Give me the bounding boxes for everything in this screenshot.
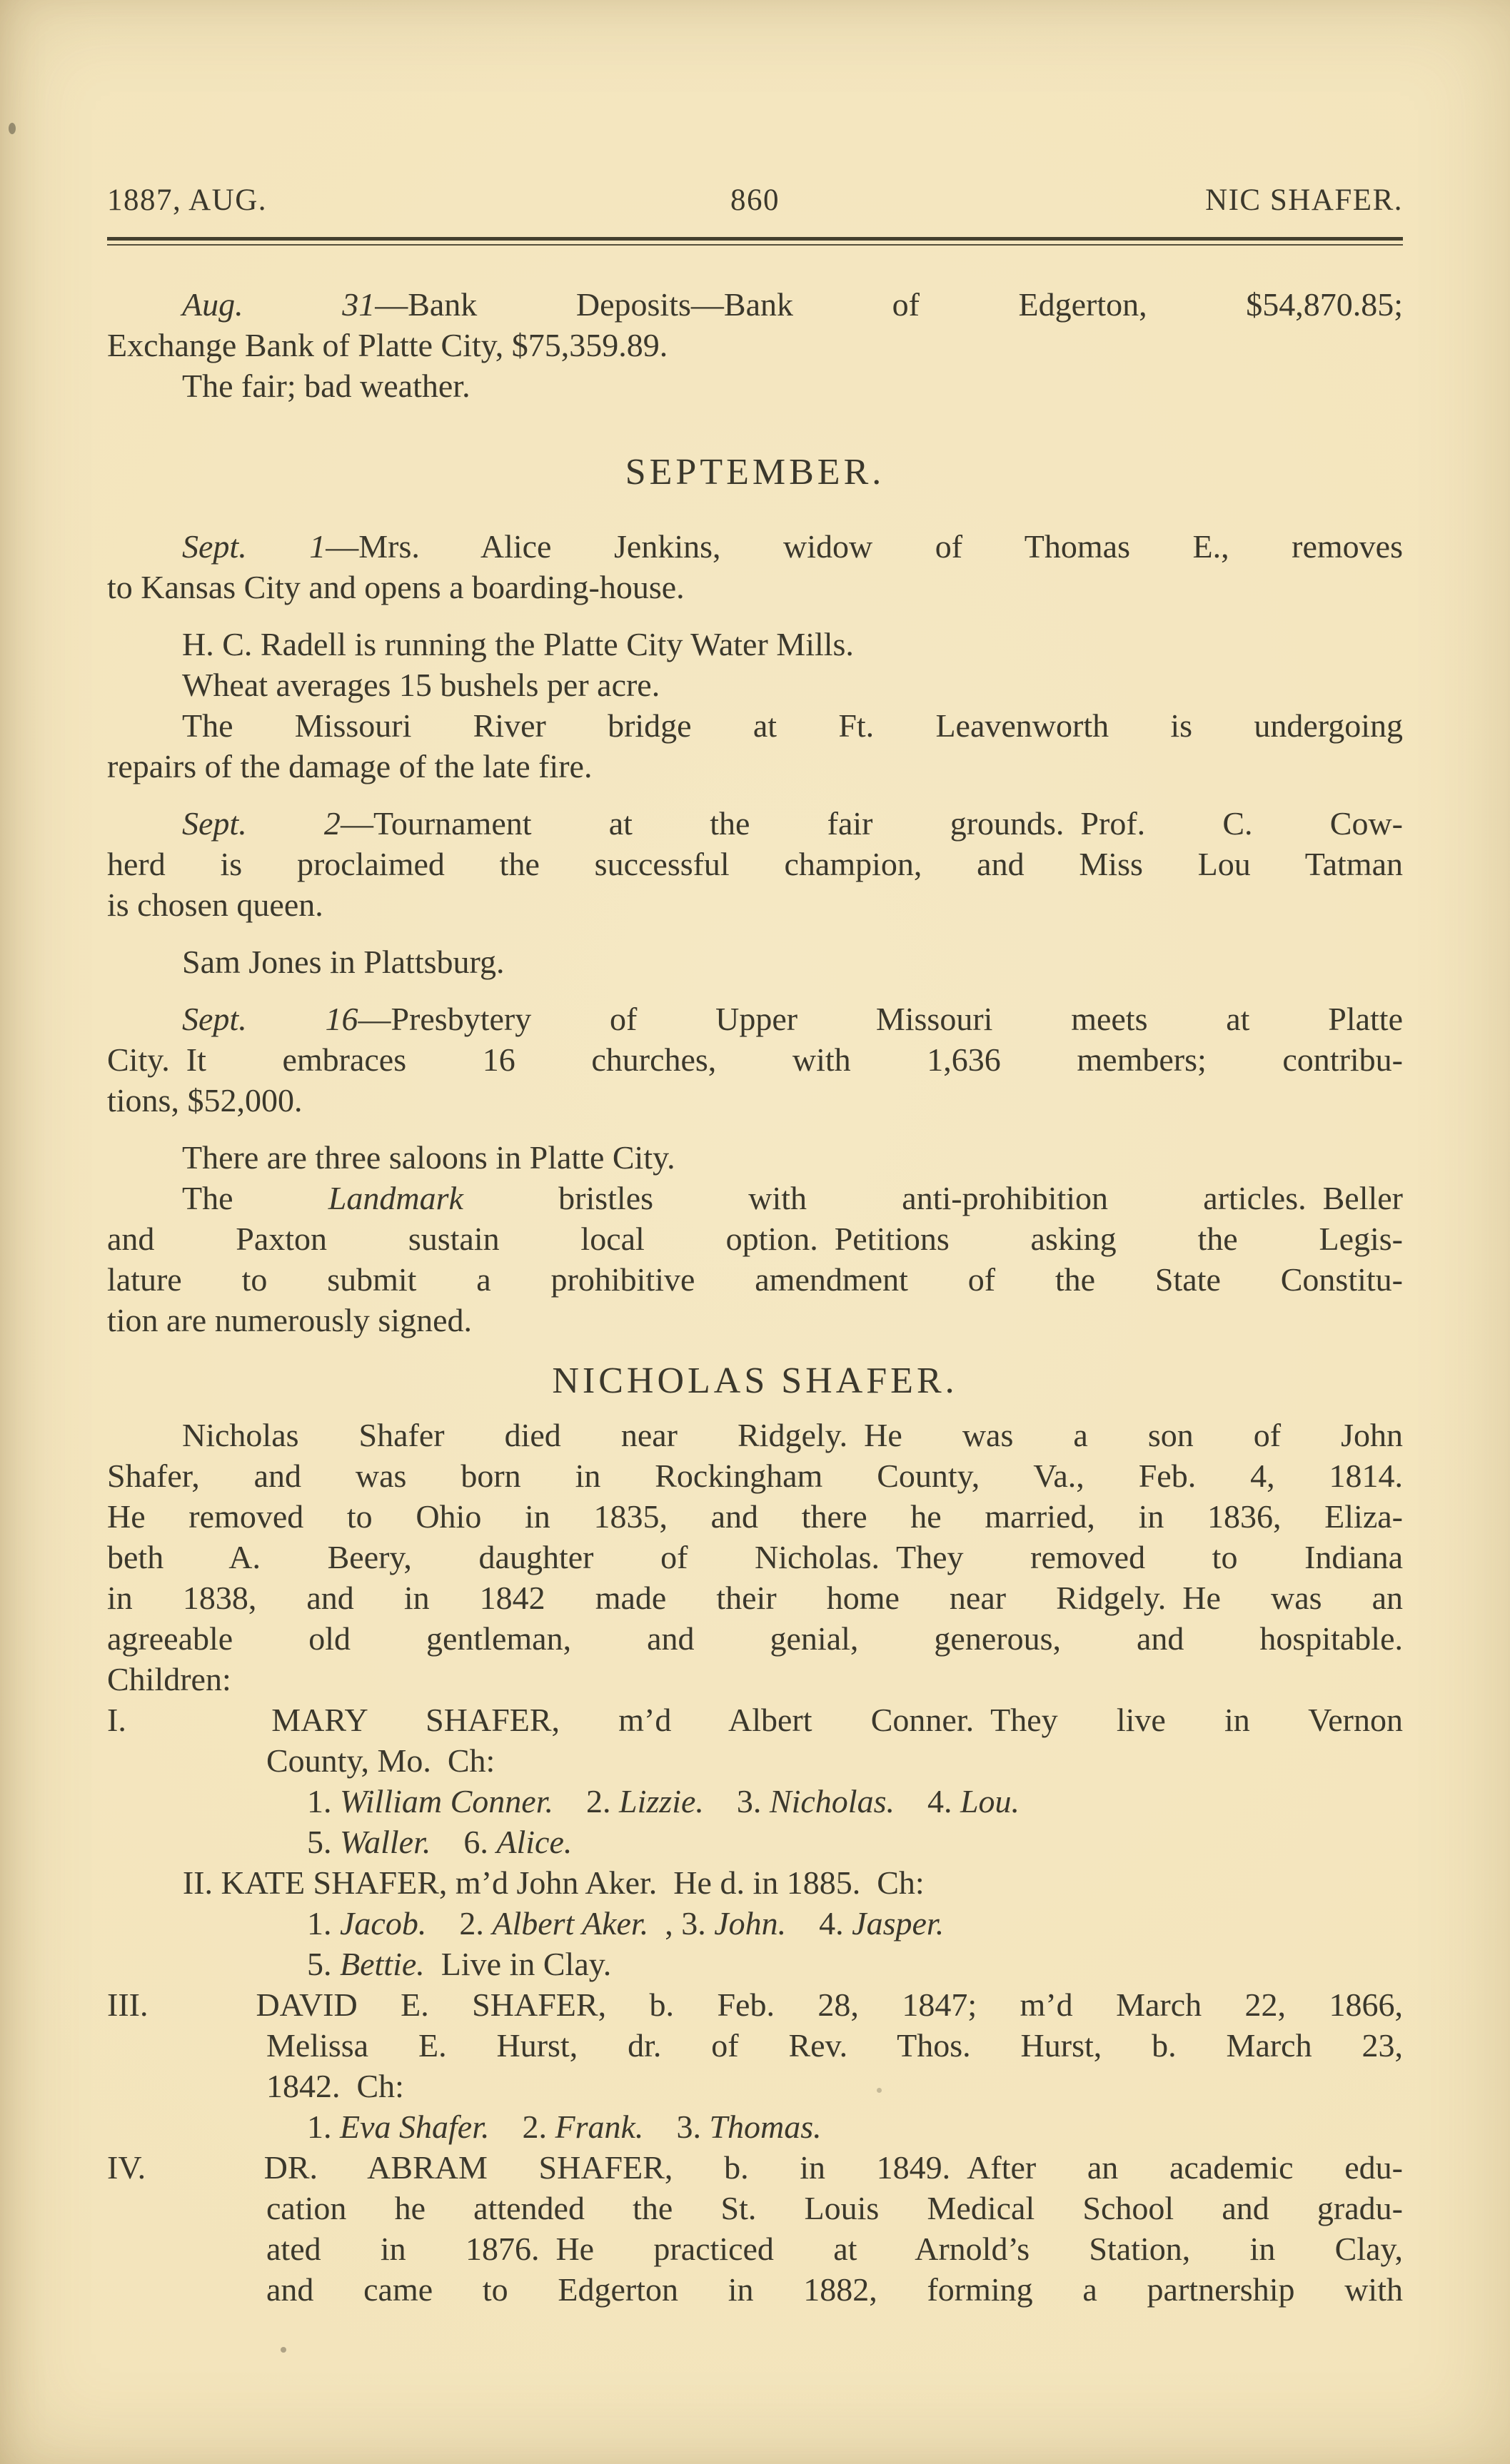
scan-speck [877,2088,882,2093]
text-line: and Paxton sustain local option. Petitions asking the Legis- [107,1221,1403,1257]
section-heading-nicholas-shafer: NICHOLAS SHAFER. [552,1360,958,1401]
genealogy-entry-line: IV. DR. ABRAM SHAFER, b. in 1849. After an academic edu- [107,2149,1403,2186]
genealogy-entry-line: ated in 1876. He practiced at Arnold’s Station, in Clay, [266,2231,1403,2267]
genealogy-entry-line: III. DAVID E. SHAFER, b. Feb. 28, 1847; m’d March 22, 1866, [107,1986,1403,2023]
text-line: herd is proclaimed the successful champion, and Miss Lou Tatman [107,846,1403,882]
text-line: tions, $52,000. [107,1082,303,1119]
running-header [107,0,1403,217]
genealogy-entry-line: County, Mo. Ch: [266,1742,495,1779]
header-date: 1887, AUG. [107,183,268,217]
text-line: The Missouri River bridge at Ft. Leavenworth is undergoing [182,707,1403,744]
text-line: Children: [107,1661,231,1697]
text-line: Exchange Bank of Platte City, $75,359.89. [107,327,668,363]
text-line: The Landmark bristles with anti-prohibition articles. Beller [182,1180,1403,1216]
text-line: Sept. 2—Tournament at the fair grounds. Prof. C. Cow- [182,805,1403,842]
text-line: tion are numerously signed. [107,1302,473,1338]
genealogy-entry-line: cation he attended the St. Louis Medical School and gradu- [266,2190,1403,2226]
genealogy-child-line: 5. Bettie. Live in Clay. [307,1946,612,1982]
text-line: beth A. Beery, daughter of Nicholas. They removed to Indiana [107,1539,1403,1575]
section-heading-september: SEPTEMBER. [625,452,885,493]
text-line: is chosen queen. [107,887,323,923]
text-line: H. C. Radell is running the Platte City Water Mills. [182,626,854,662]
text-line: agreeable old gentleman, and genial, generous, and hospitable. [107,1620,1403,1657]
scan-speck [9,123,16,134]
scan-speck [281,2347,286,2353]
text-line: There are three saloons in Platte City. [182,1139,675,1176]
header-rule [107,237,1403,246]
text-line: in 1838, and in 1842 made their home near Ridgely. He was an [107,1580,1403,1616]
body-text [107,284,1403,2310]
genealogy-entry-line: and came to Edgerton in 1882, forming a partnership with [266,2271,1403,2308]
text-line: Aug. 31—Bank Deposits—Bank of Edgerton, $54,870.85; [182,286,1403,323]
text-line: lature to submit a prohibitive amendment of the State Constitu- [107,1261,1403,1298]
text-line: Sept. 16—Presbytery of Upper Missouri meets at Platte [182,1001,1404,1037]
text-line: repairs of the damage of the late fire. [107,748,593,784]
genealogy-child-line: 1. Eva Shafer. 2. Frank. 3. Thomas. [307,2109,822,2145]
text-line: The fair; bad weather. [182,368,470,404]
header-title: NIC SHAFER. [1205,183,1403,217]
text-line: City. It embraces 16 churches, with 1,636 members; contribu- [107,1041,1403,1078]
text-line: Sept. 1—Mrs. Alice Jenkins, widow of Thomas E., removes [182,528,1403,565]
genealogy-entry-line: Melissa E. Hurst, dr. of Rev. Thos. Hurst, b. March 23, [266,2027,1403,2064]
text-line: to Kansas City and opens a boarding-house. [107,569,685,605]
text-line: Nicholas Shafer died near Ridgely. He was a son of John [182,1417,1403,1453]
genealogy-child-line: 1. Jacob. 2. Albert Aker. , 3. John. 4. Jasper. [307,1905,945,1942]
genealogy-entry-line: II. KATE SHAFER, m’d John Aker. He d. in 1885. Ch: [182,1864,925,1901]
text-line: Wheat averages 15 bushels per acre. [182,667,660,703]
genealogy-child-line: 5. Waller. 6. Alice. [307,1824,573,1860]
genealogy-entry-line: 1842. Ch: [266,2068,404,2104]
genealogy-child-line: 1. William Conner. 2. Lizzie. 3. Nicholas. 4. Lou. [307,1783,1020,1819]
genealogy-entry-line: I. MARY SHAFER, m’d Albert Conner. They live in Vernon [107,1702,1403,1738]
text-line: Shafer, and was born in Rockingham County, Va., Feb. 4, 1814. [107,1458,1403,1494]
header-page-number: 860 [730,183,780,217]
text-line: He removed to Ohio in 1835, and there he married, in 1836, Eliza- [107,1498,1403,1535]
text-line: Sam Jones in Plattsburg. [182,944,505,980]
